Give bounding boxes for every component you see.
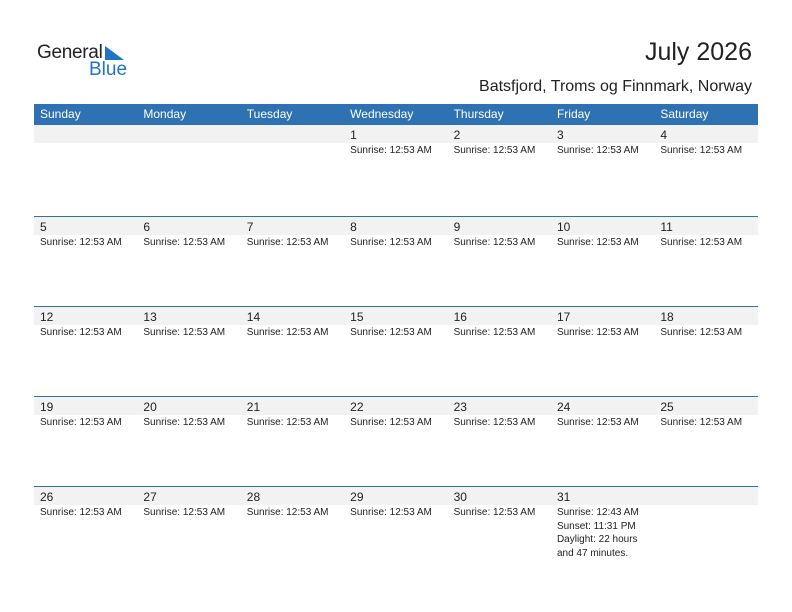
day-number: 24 — [556, 400, 571, 414]
day-cell — [448, 307, 551, 340]
day-number — [40, 125, 137, 143]
day-cell — [654, 125, 757, 158]
day-info-line: and 47 minutes. — [556, 547, 629, 559]
day-cell — [137, 307, 240, 340]
weekday-sunday: Sunday — [40, 107, 81, 121]
day-number: 26 — [40, 490, 54, 504]
day-cell — [654, 217, 757, 250]
day-cell — [34, 307, 137, 340]
logo — [37, 42, 137, 82]
day-info-line: Daylight: 22 hours — [556, 534, 638, 545]
week-row — [34, 486, 758, 576]
weekday-tuesday: Tuesday — [246, 107, 293, 121]
day-info-line: Sunrise: 12:53 AM — [40, 417, 122, 428]
day-cell — [241, 397, 344, 430]
day-cell — [344, 125, 447, 158]
weekday-header — [34, 104, 758, 125]
day-number: 23 — [453, 400, 467, 414]
day-number: 11 — [660, 220, 673, 234]
day-info-line: Sunrise: 12:53 AM — [660, 145, 743, 156]
day-cell — [137, 217, 240, 250]
day-cell — [34, 217, 137, 250]
day-number — [143, 125, 240, 143]
day-number: 6 — [143, 220, 151, 234]
day-number: 9 — [453, 220, 461, 234]
day-cell — [448, 217, 551, 250]
day-info-line: Sunrise: 12:53 AM — [660, 237, 743, 248]
day-number: 5 — [40, 220, 47, 234]
day-info-line: Sunrise: 12:53 AM — [660, 327, 743, 338]
weekday-thursday: Thursday — [453, 107, 504, 121]
day-info-line: Sunrise: 12:53 AM — [453, 237, 536, 248]
day-number: 27 — [143, 490, 157, 504]
location-subtitle: Batsfjord, Troms og Finnmark, Norway — [479, 78, 752, 95]
day-cell — [448, 397, 551, 430]
day-info-line: Sunrise: 12:53 AM — [143, 327, 226, 338]
day-number: 22 — [350, 400, 364, 414]
day-info-line: Sunrise: 12:53 AM — [40, 237, 122, 248]
day-cell — [241, 487, 344, 560]
day-number: 15 — [350, 310, 364, 324]
day-cell — [137, 487, 240, 560]
day-cell — [241, 125, 344, 158]
day-info-line: Sunrise: 12:53 AM — [246, 237, 329, 248]
day-info-line: Sunrise: 12:53 AM — [40, 507, 122, 518]
day-info-line: Sunrise: 12:53 AM — [556, 327, 639, 338]
day-number: 30 — [453, 490, 467, 504]
weekday-friday: Friday — [556, 107, 591, 121]
day-number: 13 — [143, 310, 157, 324]
day-number: 18 — [660, 310, 674, 324]
logo-word-general: General — [37, 42, 103, 63]
day-number: 16 — [453, 310, 467, 324]
day-info-line: Sunrise: 12:43 AM — [556, 507, 639, 518]
day-cell — [551, 307, 654, 340]
day-info-line: Sunrise: 12:53 AM — [246, 507, 329, 518]
day-cell — [551, 217, 654, 250]
day-number — [247, 125, 344, 143]
day-number: 29 — [350, 490, 364, 504]
day-cell — [137, 397, 240, 430]
day-number: 2 — [453, 128, 461, 142]
day-cell — [551, 125, 654, 158]
day-info-line: Sunrise: 12:53 AM — [350, 417, 432, 428]
day-info-line: Sunrise: 12:53 AM — [350, 327, 432, 338]
day-number: 28 — [246, 490, 261, 504]
day-cell — [137, 125, 240, 158]
day-info-line: Sunrise: 12:53 AM — [143, 237, 226, 248]
calendar — [34, 104, 758, 576]
day-cell — [34, 487, 137, 560]
day-info-line: Sunrise: 12:53 AM — [453, 145, 536, 156]
week-row — [34, 216, 758, 306]
day-cell — [344, 307, 447, 340]
week-row — [34, 306, 758, 396]
day-info-line: Sunrise: 12:53 AM — [350, 145, 432, 156]
day-cell — [551, 397, 654, 430]
day-number: 4 — [660, 128, 668, 142]
day-number: 21 — [246, 400, 261, 414]
day-cell — [241, 217, 344, 250]
logo-word-blue: Blue — [89, 59, 128, 80]
day-number: 8 — [350, 220, 357, 234]
day-number: 14 — [246, 310, 261, 324]
day-number — [660, 487, 757, 505]
day-info-line: Sunset: 11:31 PM — [556, 520, 636, 532]
day-info-line: Sunrise: 12:53 AM — [246, 417, 329, 428]
day-info-line: Sunrise: 12:53 AM — [143, 417, 226, 428]
day-cell — [344, 217, 447, 250]
weekday-monday: Monday — [143, 107, 187, 121]
day-cell — [241, 307, 344, 340]
day-number: 20 — [143, 400, 157, 414]
day-info-line: Sunrise: 12:53 AM — [40, 327, 122, 338]
calendar-weeks — [34, 125, 758, 576]
day-cell — [654, 487, 757, 560]
day-cell — [344, 397, 447, 430]
day-number: 7 — [246, 220, 254, 234]
day-cell — [654, 307, 757, 340]
day-info-line: Sunrise: 12:53 AM — [453, 327, 536, 338]
day-info-line: Sunrise: 12:53 AM — [453, 507, 536, 518]
day-info-line: Sunrise: 12:53 AM — [556, 145, 639, 156]
day-number: 1 — [350, 128, 357, 142]
day-info-line: Sunrise: 12:53 AM — [246, 327, 329, 338]
day-number: 25 — [660, 400, 674, 414]
logo-triangle-icon — [105, 46, 125, 60]
page-title: July 2026 — [644, 38, 752, 66]
day-cell — [448, 125, 551, 158]
day-info-line: Sunrise: 12:53 AM — [556, 237, 639, 248]
day-cell — [448, 487, 551, 560]
week-row — [34, 125, 758, 216]
week-row — [34, 396, 758, 486]
day-cell — [34, 397, 137, 430]
day-number: 3 — [556, 128, 564, 142]
day-info-line: Sunrise: 12:53 AM — [660, 417, 743, 428]
day-cell — [654, 397, 757, 430]
day-number: 17 — [556, 310, 571, 324]
day-number: 19 — [40, 400, 54, 414]
day-cell — [551, 487, 654, 560]
day-number: 12 — [40, 310, 54, 324]
day-number: 10 — [556, 220, 571, 234]
day-cell — [344, 487, 447, 560]
day-info-line: Sunrise: 12:53 AM — [143, 507, 226, 518]
day-info-line: Sunrise: 12:53 AM — [350, 507, 432, 518]
day-info-line: Sunrise: 12:53 AM — [350, 237, 432, 248]
day-cell — [34, 125, 137, 158]
day-info-line: Sunrise: 12:53 AM — [453, 417, 536, 428]
weekday-saturday: Saturday — [660, 107, 709, 121]
day-info-line: Sunrise: 12:53 AM — [556, 417, 639, 428]
day-number: 31 — [556, 490, 571, 504]
weekday-wednesday: Wednesday — [350, 107, 414, 121]
